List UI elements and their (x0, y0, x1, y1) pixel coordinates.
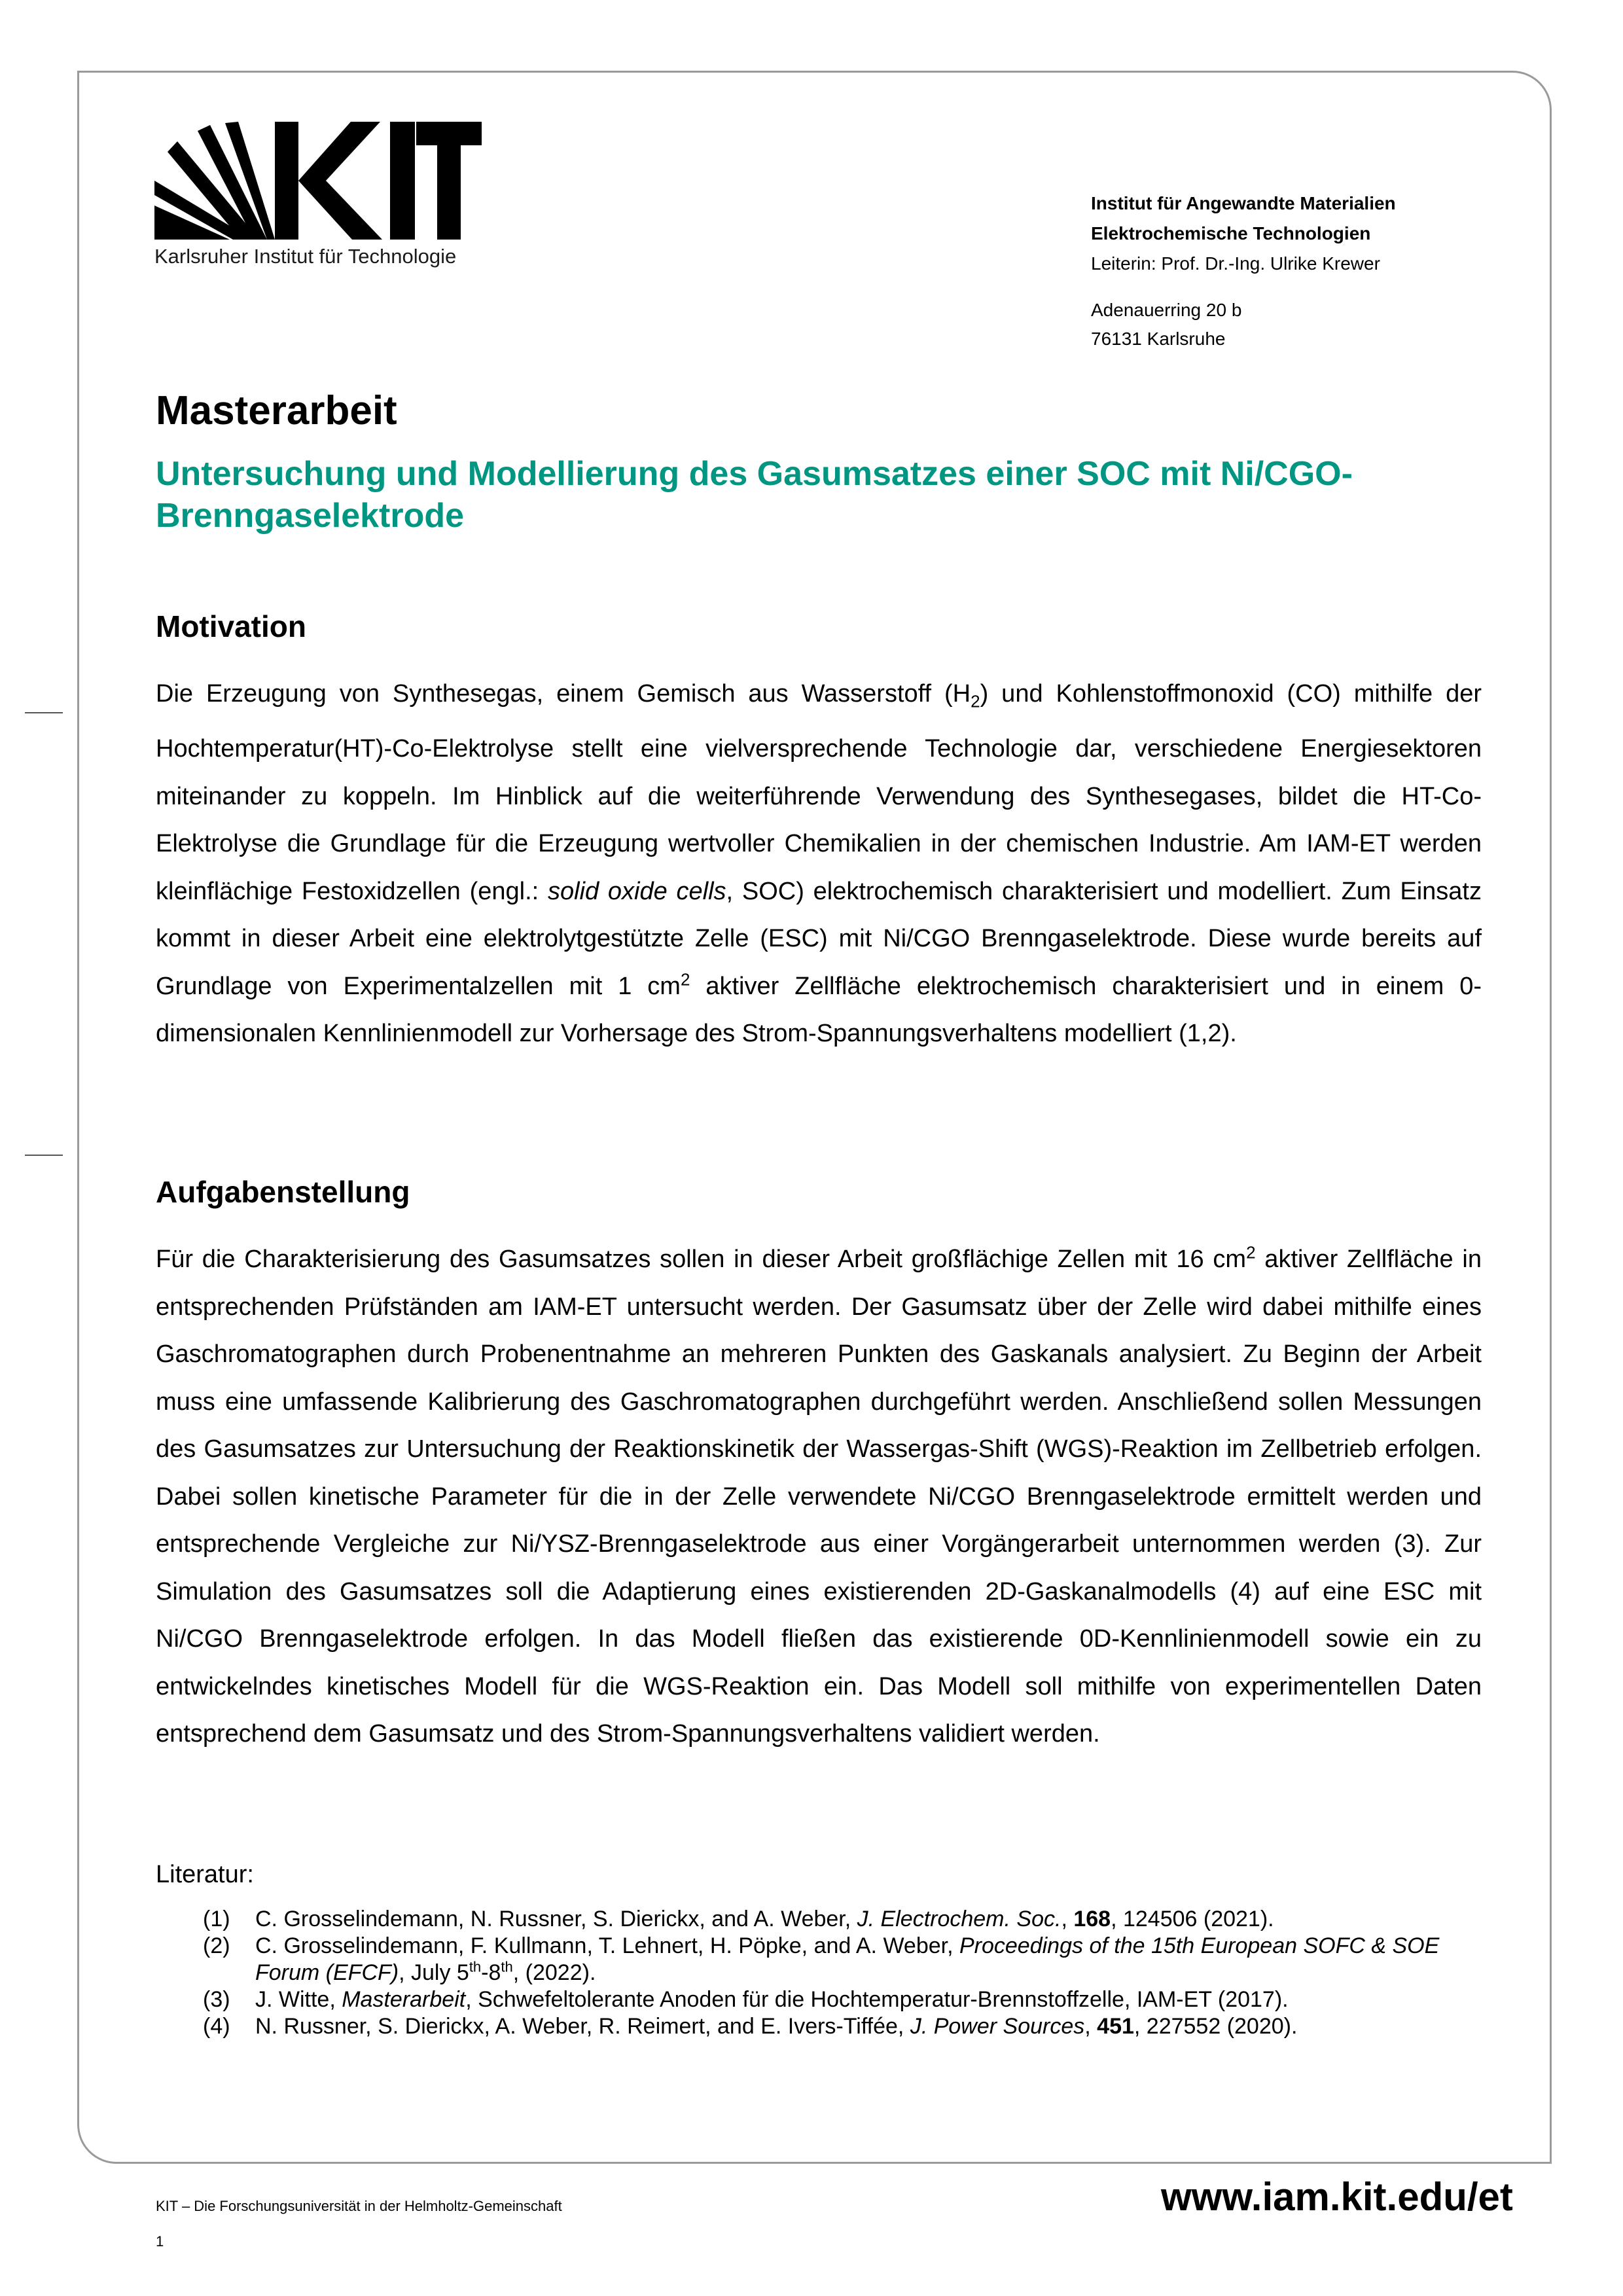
superscript: th (501, 1958, 513, 1975)
text-span: J. Witte, (255, 1987, 342, 2012)
task-heading: Aufgabenstellung (156, 1175, 410, 1209)
document-type: Masterarbeit (156, 388, 397, 433)
journal-name: J. Electrochem. Soc. (857, 1907, 1061, 1931)
reference-list (203, 1906, 1486, 2040)
institute-block (1091, 188, 1396, 279)
fold-mark (25, 712, 63, 713)
text-span: aktiver Zellfläche in entsprechenden Prüfständen am IAM-ET untersucht werden. Der Gasumsatz über der Zelle wird dabei mithilfe eines Gaschromatographen durch Probenentnahme an mehreren Punkten des Gaskanals analysiert. Zu Beginn der Arbeit muss eine umfassende Kalibrierung des Gaschromatographen durchgeführt werden. Anschließend sollen Messungen des Gasumsatzes zur Untersuchung der Reaktionskinetik der Wassergas-Shift (WGS)-Reaktion im Zellbetrieb erfolgen. Dabei sollen kinetische Parameter für die in der Zelle verwendete Ni/CGO Brenngaselektrode ermittelt werden und entsprechende Vergleiche zur Ni/YSZ-Brenngaselektrode aus einer Vorgängerarbeit unternommen werden (3). Zur Simulation des Gasumsatzes soll die Adaptierung eines existierenden 2D-Gaskanalmodells (4) auf eine ESC mit Ni/CGO Brenngaselektrode erfolgen. In das Modell fließen das existierende 0D-Kennlinienmodell sowie ein zu entwickelndes kinetisches Modell für die WGS-Reaktion ein. Das Modell soll mithilfe von experimentellen Daten entsprechend dem Gasumsatz und des Strom-Spannungsverhaltens validiert werden. (156, 1246, 1482, 1748)
kit-logo-mark (154, 122, 482, 240)
journal-name: J. Power Sources (910, 2014, 1085, 2039)
reference-item (203, 2013, 1486, 2040)
superscript: 2 (1246, 1242, 1256, 1263)
reference-item (203, 1906, 1486, 1933)
text-span: -8 (481, 1960, 501, 1985)
text-span: , (2022). (512, 1960, 596, 1985)
thesis-type: Masterarbeit (342, 1987, 466, 2012)
text-span: , July 5 (399, 1960, 469, 1985)
fold-mark (25, 1155, 63, 1156)
reference-item (203, 1986, 1486, 2013)
volume: 168 (1073, 1907, 1111, 1931)
italic-term: solid oxide cells (547, 877, 726, 905)
literature-label: Literatur: (156, 1861, 254, 1888)
journal-name: Proceedings of the 15th European SOFC & SOE Forum (EFCF) (255, 1933, 1440, 1985)
address-block (1091, 296, 1241, 353)
subscript: 2 (971, 691, 980, 711)
text-span: , 227552 (2020). (1133, 2014, 1298, 2039)
text-span: , (1061, 1907, 1074, 1931)
text-span: , Schwefeltolerante Anoden für die Hochtemperatur-Brennstoffzelle, IAM-ET (2017). (465, 1987, 1289, 2012)
institute-name: Institut für Angewandte Materialien (1091, 193, 1396, 213)
footer-org: KIT – Die Forschungsuniversität in der Helmholtz-Gemeinschaft (156, 2198, 562, 2214)
motivation-heading: Motivation (156, 609, 306, 643)
head-of-department: Leiterin: Prof. Dr.-Ing. Ulrike Krewer (1091, 253, 1380, 274)
task-paragraph (156, 1236, 1482, 1758)
reference-number: (1) (203, 1907, 230, 1931)
logo-subtitle: Karlsruher Institut für Technologie (154, 245, 457, 268)
kit-logo (154, 122, 482, 272)
text-span: C. Grosselindemann, N. Russner, S. Dierickx, and A. Weber, (255, 1907, 857, 1931)
reference-item (203, 1933, 1486, 1986)
volume: 451 (1097, 2014, 1134, 2039)
text-span: C. Grosselindemann, F. Kullmann, T. Lehnert, H. Pöpke, and A. Weber, (255, 1933, 959, 1958)
department-name: Elektrochemische Technologien (1091, 223, 1371, 243)
reference-number: (3) (203, 1987, 230, 2012)
address-city: 76131 Karlsruhe (1091, 329, 1226, 349)
superscript: 2 (680, 969, 690, 989)
text-span: , 124506 (2021). (1111, 1907, 1274, 1931)
reference-number: (2) (203, 1933, 230, 1958)
website-link[interactable]: www.iam.kit.edu/et (1161, 2175, 1513, 2219)
text-span: aktiver Zellfläche elektrochemisch charakterisiert und in einem 0-dimensionalen Kennlinienmodell zur Vorhersage des Strom-Spannungsverhaltens modelliert (1,2). (156, 972, 1482, 1048)
motivation-paragraph (156, 670, 1482, 1058)
page-number: 1 (156, 2233, 164, 2250)
text-span: , (1084, 2014, 1097, 2039)
page-frame (77, 71, 1552, 2164)
reference-number: (4) (203, 2014, 230, 2039)
text-span: N. Russner, S. Dierickx, A. Weber, R. Reimert, and E. Ivers-Tiffée, (255, 2014, 910, 2039)
text-span: , SOC) elektrochemisch charakterisiert und modelliert. Zum Einsatz kommt in dieser Arbeit eine elektrolytgestützte Zelle (ESC) mit Ni/CGO Brenngaselektrode. Diese wurde bereits auf Grundlage von Experimentalzellen mit 1 cm (156, 877, 1482, 1000)
address-street: Adenauerring 20 b (1091, 300, 1242, 320)
text-span: ) und Kohlenstoffmonoxid (CO) mithilfe der Hochtemperatur(HT)-Co-Elektrolyse stellt eine vielversprechende Technologie dar, verschiedene Energiesektoren miteinander zu koppeln. Im Hinblick auf die weiterführende Verwendung des Synthesegases, bildet die HT-Co-Elektrolyse die Grundlage für die Erzeugung wertvoller Chemikalien in der chemischen Industrie. Am IAM-ET werden kleinflächige Festoxidzellen (engl.: (156, 680, 1482, 905)
text-span: Die Erzeugung von Synthesegas, einem Gemisch aus Wasserstoff (H (156, 680, 971, 708)
superscript: th (469, 1958, 482, 1975)
document-title: Untersuchung und Modellierung des Gasumsatzes einer SOC mit Ni/CGO-Brenngaselektrode (156, 455, 1353, 535)
text-span: Für die Charakterisierung des Gasumsatzes sollen in dieser Arbeit großflächige Zellen mit 16 cm (156, 1246, 1247, 1273)
